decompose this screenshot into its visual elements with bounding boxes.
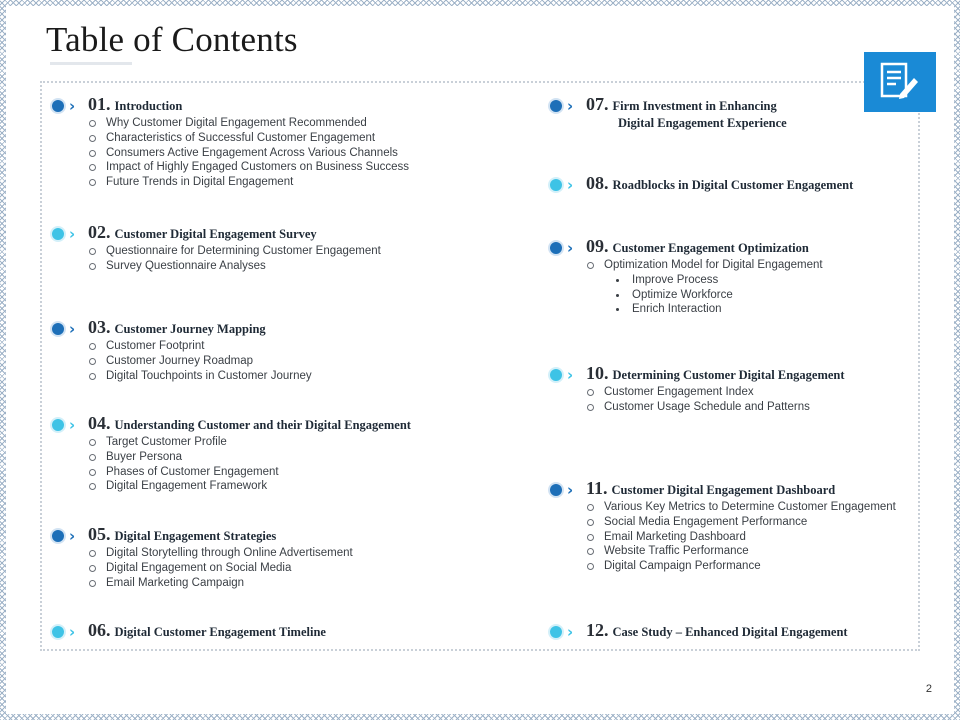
toc-heading: 09. Customer Engagement Optimization	[586, 236, 809, 256]
toc-sublist	[586, 258, 823, 317]
chevron-right-icon: ›	[69, 416, 76, 434]
toc-sublist	[586, 385, 810, 415]
toc-heading: 11. Customer Digital Engagement Dashboard	[586, 478, 836, 498]
toc-sublist	[88, 244, 381, 274]
toc-sublist	[586, 500, 896, 574]
toc-sublist	[88, 339, 312, 383]
bullet-marker	[550, 239, 576, 257]
list-item: Future Trends in Digital Engagement	[88, 175, 409, 190]
chevron-right-icon: ›	[567, 623, 574, 641]
bullet-marker	[52, 623, 78, 641]
toc-sublist	[88, 435, 279, 494]
list-item: Customer Usage Schedule and Patterns	[586, 400, 810, 415]
list-item: Email Marketing Campaign	[88, 576, 353, 591]
list-item: Digital Engagement Framework	[88, 479, 279, 494]
chevron-right-icon: ›	[567, 366, 574, 384]
chevron-right-icon: ›	[69, 225, 76, 243]
list-item: Consumers Active Engagement Across Various Channels	[88, 146, 409, 161]
toc-sublist	[88, 546, 353, 590]
list-subitem: Optimize Workforce	[586, 288, 823, 303]
document-badge	[864, 52, 936, 112]
list-item: Email Marketing Dashboard	[586, 530, 896, 545]
list-item: Digital Campaign Performance	[586, 559, 896, 574]
toc-heading: 05. Digital Engagement Strategies	[88, 524, 277, 544]
toc-heading: 06. Digital Customer Engagement Timeline	[88, 620, 326, 640]
list-item: Customer Journey Roadmap	[88, 354, 312, 369]
toc-heading: 07. Firm Investment in Enhancing Digital Engagement Experience	[586, 94, 787, 130]
chevron-right-icon: ›	[69, 320, 76, 338]
page-number: 2	[925, 683, 932, 695]
bullet-marker	[52, 416, 78, 434]
list-item: Target Customer Profile	[88, 435, 279, 450]
bullet-marker	[550, 176, 576, 194]
chevron-right-icon: ›	[69, 527, 76, 545]
list-item: Website Traffic Performance	[586, 544, 896, 559]
list-item: Why Customer Digital Engagement Recommended	[88, 116, 409, 131]
bullet-marker	[52, 225, 78, 243]
chevron-right-icon: ›	[567, 97, 574, 115]
chevron-right-icon: ›	[69, 97, 76, 115]
bullet-marker	[550, 366, 576, 384]
list-item: Questionnaire for Determining Customer Engagement	[88, 244, 381, 259]
toc-heading: 10. Determining Customer Digital Engagement	[586, 363, 845, 383]
toc-heading: 12. Case Study – Enhanced Digital Engagement	[586, 620, 848, 640]
list-item: Characteristics of Successful Customer Engagement	[88, 131, 409, 146]
bullet-marker	[550, 481, 576, 499]
bullet-marker	[550, 97, 576, 115]
list-item: Digital Engagement on Social Media	[88, 561, 353, 576]
toc-heading: 04. Understanding Customer and their Digital Engagement	[88, 413, 411, 433]
toc-heading: 01. Introduction	[88, 94, 183, 114]
title-underline	[50, 62, 132, 65]
toc-sublist	[88, 116, 409, 190]
list-subitem: Improve Process	[586, 273, 823, 288]
list-item: Social Media Engagement Performance	[586, 515, 896, 530]
chevron-right-icon: ›	[567, 176, 574, 194]
bullet-marker	[550, 623, 576, 641]
slide	[6, 6, 954, 714]
page-title: Table of Contents	[46, 20, 298, 59]
list-item: Digital Touchpoints in Customer Journey	[88, 369, 312, 384]
bullet-marker	[52, 527, 78, 545]
chevron-right-icon: ›	[567, 239, 574, 257]
bullet-marker	[52, 97, 78, 115]
list-item: Customer Engagement Index	[586, 385, 810, 400]
toc-heading: 08. Roadblocks in Digital Customer Engagement	[586, 173, 854, 193]
list-item: Phases of Customer Engagement	[88, 465, 279, 480]
toc-heading: 02. Customer Digital Engagement Survey	[88, 222, 317, 242]
list-item: Customer Footprint	[88, 339, 312, 354]
list-item: Survey Questionnaire Analyses	[88, 259, 381, 274]
list-item: Impact of Highly Engaged Customers on Business Success	[88, 160, 409, 175]
list-item: Various Key Metrics to Determine Customer Engagement	[586, 500, 896, 515]
toc-heading: 03. Customer Journey Mapping	[88, 317, 266, 337]
list-item: Digital Storytelling through Online Advertisement	[88, 546, 353, 561]
document-edit-icon	[878, 60, 922, 104]
list-item: Buyer Persona	[88, 450, 279, 465]
list-subitem: Enrich Interaction	[586, 302, 823, 317]
chevron-right-icon: ›	[567, 481, 574, 499]
list-item: Optimization Model for Digital Engagement	[586, 258, 823, 273]
bullet-marker	[52, 320, 78, 338]
chevron-right-icon: ›	[69, 623, 76, 641]
